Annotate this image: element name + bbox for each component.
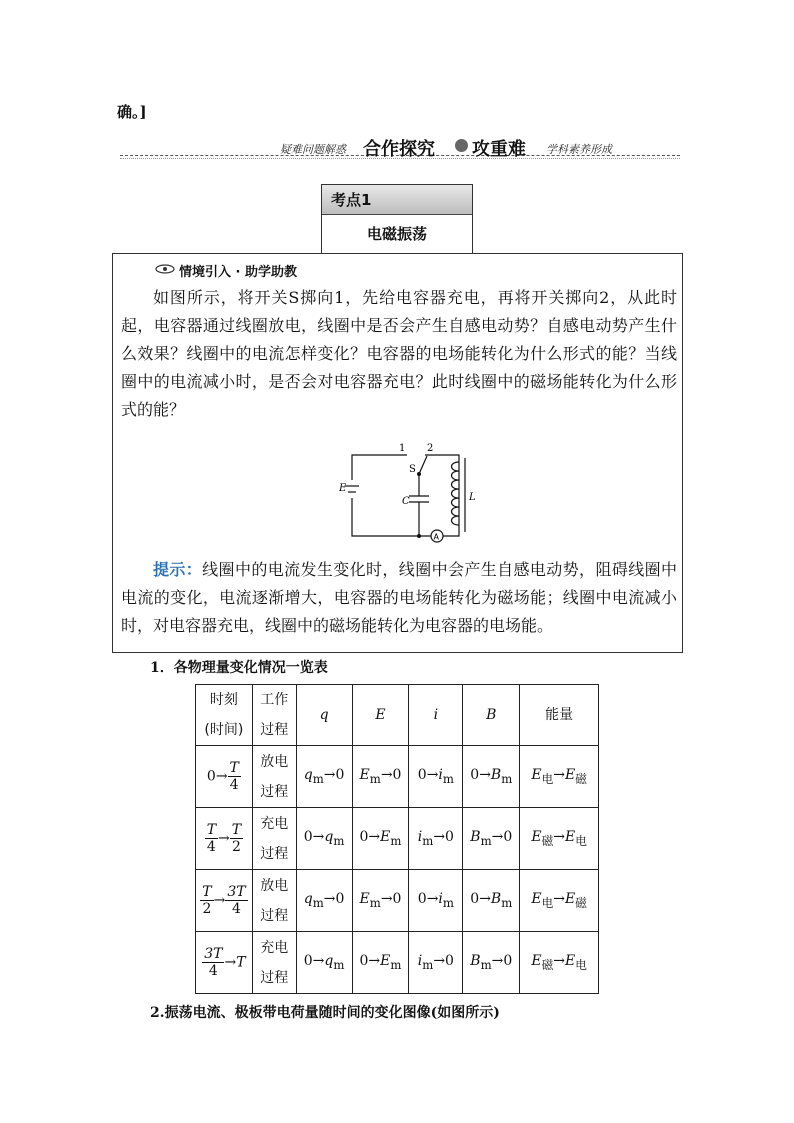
energy-cell: $E_磁\to E_电$	[520, 932, 599, 994]
banner-title-1: 合作探究	[363, 139, 435, 160]
time-cell: 0→ $\frac{T}{4}$	[196, 746, 253, 808]
energy-cell: $E_电\to E_磁$	[520, 870, 599, 932]
q-cell: $q_m\to 0$	[296, 746, 352, 808]
energy-cell: $E_磁\to E_电$	[520, 808, 599, 870]
E-cell: $0\to E_m$	[352, 808, 409, 870]
i-cell: $i_m\to 0$	[409, 808, 463, 870]
header-q: q	[296, 685, 352, 746]
banner-right-text: 学科素养形成	[546, 143, 612, 156]
header-E: E	[352, 685, 409, 746]
B-cell: $0\to B_m$	[463, 746, 520, 808]
lc-circuit-diagram	[339, 440, 479, 548]
header-time: 时刻 (时间)	[196, 685, 253, 746]
header-energy: 能量	[520, 685, 599, 746]
topic-tag-label: 考点1	[331, 191, 372, 209]
process-cell: 充电 过程	[252, 808, 296, 870]
section-2-title: 2.振荡电流、极板带电荷量随时间的变化图像(如图所示)	[150, 1005, 500, 1021]
B-cell: $B_m\to 0$	[463, 808, 520, 870]
scenario-box	[112, 253, 683, 653]
process-cell: 放电 过程	[252, 870, 296, 932]
i-cell: $0\to i_m$	[409, 746, 463, 808]
circuit-label-C: C	[402, 496, 410, 507]
q-cell: $q_m\to 0$	[296, 870, 352, 932]
B-cell: $0\to B_m$	[463, 870, 520, 932]
circuit-label-1: 1	[399, 443, 406, 454]
q-cell: $0\to q_m$	[296, 808, 352, 870]
topic-box	[321, 184, 473, 254]
circuit-label-L: L	[469, 492, 476, 503]
energy-cell: $E_电\to E_磁$	[520, 746, 599, 808]
banner-separator-icon	[455, 139, 468, 152]
header-B: B	[463, 685, 520, 746]
table-header-row	[196, 685, 599, 746]
scenario-hint	[121, 556, 677, 640]
i-cell: $0\to i_m$	[409, 870, 463, 932]
time-cell: $\frac{T}{2}$ → $\frac{3T}{4}$	[196, 870, 253, 932]
table-row	[196, 746, 599, 808]
hint-text: 线圈中的电流发生变化时，线圈中会产生自感电动势，阻碍线圈中电流的变化，电流逐渐增大，电容器的电场能转化为磁场能；线圈中电流减小时，对电容器充电，线圈中的磁场能转化为电容器的电场能。	[121, 560, 677, 635]
process-cell: 充电 过程	[252, 932, 296, 994]
scenario-question-text: 如图所示，将开关S掷向1，先给电容器充电，再将开关掷向2，从此时起，电容器通过线圈放电，线圈中是否会产生自感电动势？自感电动势产生什么效果？线圈中的电流怎样变化？电容器的电场能转化为什么形式的能？当线圈中的电流减小时，是否会对电容器充电？此时线圈中的磁场能转化为什么形式的能？	[121, 288, 677, 419]
ammeter-icon: A	[433, 532, 439, 542]
circuit-label-2: 2	[427, 443, 434, 454]
time-cell: $\frac{T}{4}$ → $\frac{T}{2}$	[196, 808, 253, 870]
table-row	[196, 808, 599, 870]
banner-title-2: 攻重难	[472, 139, 526, 160]
circuit-label-S: S	[409, 464, 416, 475]
table-row	[196, 932, 599, 994]
continuation-text: 确。]	[117, 103, 147, 121]
scenario-header: 情境引入 · 助学助教	[179, 265, 297, 280]
topic-name: 电磁振荡	[366, 225, 427, 243]
circuit-label-E: E	[339, 483, 347, 494]
E-cell: $0\to E_m$	[352, 932, 409, 994]
q-cell: $0\to q_m$	[296, 932, 352, 994]
banner-left-text: 疑难问题解惑	[280, 143, 346, 156]
E-cell: $E_m\to 0$	[352, 746, 409, 808]
table-row	[196, 870, 599, 932]
scenario-header-icon	[155, 264, 175, 274]
process-cell: 放电 过程	[252, 746, 296, 808]
quantity-table	[195, 684, 599, 994]
section-1-title: 1．各物理量变化情况一览表	[150, 660, 328, 676]
header-process: 工作 过程	[252, 685, 296, 746]
E-cell: $E_m\to 0$	[352, 870, 409, 932]
B-cell: $B_m\to 0$	[463, 932, 520, 994]
i-cell: $i_m\to 0$	[409, 932, 463, 994]
topic-tag	[322, 185, 472, 215]
time-cell: $\frac{3T}{4}$ →T	[196, 932, 253, 994]
header-i: i	[409, 685, 463, 746]
section-banner	[120, 136, 680, 158]
hint-label: 提示：	[153, 560, 203, 579]
scenario-question	[121, 284, 677, 424]
